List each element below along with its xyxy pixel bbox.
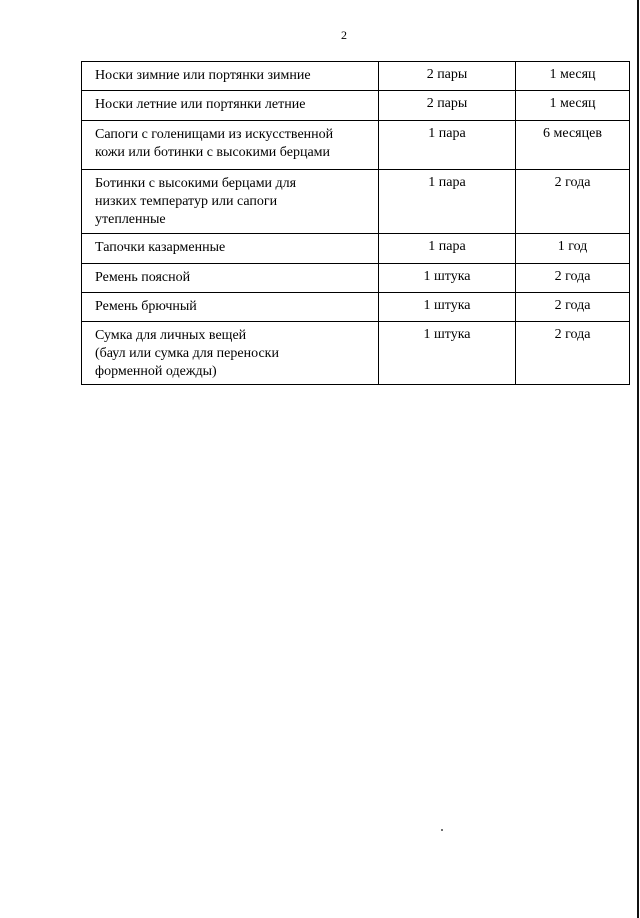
item-name-cell	[82, 264, 379, 293]
item-name: Сапоги с голенищами из искусственной кожи или ботинки с высокими берцами	[95, 127, 334, 160]
item-quantity-cell	[379, 170, 516, 234]
item-quantity: 1 штука	[423, 269, 471, 284]
item-term-cell	[516, 62, 630, 91]
page-edge-line	[637, 0, 639, 918]
item-name: Носки зимние или портянки зимние	[95, 68, 311, 83]
table-row	[82, 234, 630, 264]
item-term: 2 года	[554, 327, 591, 342]
item-quantity: 1 штука	[423, 327, 471, 342]
item-quantity-cell	[379, 322, 516, 385]
item-name-cell	[82, 91, 379, 121]
item-quantity-cell	[379, 121, 516, 170]
table-row	[82, 91, 630, 121]
item-quantity: 1 пара	[428, 126, 466, 141]
item-quantity: 1 штука	[423, 298, 471, 313]
item-term-cell	[516, 322, 630, 385]
item-term: 2 года	[554, 269, 591, 284]
item-term: 1 месяц	[549, 67, 596, 82]
table-row	[82, 62, 630, 91]
item-name-cell	[82, 121, 379, 170]
table-row	[82, 170, 630, 234]
item-name: Ремень брючный	[95, 299, 197, 314]
item-term-cell	[516, 91, 630, 121]
item-name-cell	[82, 62, 379, 91]
item-term: 2 года	[554, 298, 591, 313]
item-term-cell	[516, 264, 630, 293]
table-row	[82, 121, 630, 170]
item-name-cell	[82, 170, 379, 234]
clothing-norms-table	[81, 61, 630, 385]
page-number: 2	[341, 28, 347, 42]
item-quantity: 2 пары	[426, 67, 468, 82]
item-term: 2 года	[554, 175, 591, 190]
item-quantity-cell	[379, 234, 516, 264]
table-row	[82, 293, 630, 322]
item-term: 1 месяц	[549, 96, 596, 111]
item-term-cell	[516, 293, 630, 322]
item-name: Сумка для личных вещей (баул или сумка для переноски форменной одежды)	[95, 328, 279, 379]
item-name-cell	[82, 293, 379, 322]
item-name: Тапочки казарменные	[95, 240, 226, 255]
item-quantity-cell	[379, 91, 516, 121]
item-term-cell	[516, 234, 630, 264]
item-name-cell	[82, 234, 379, 264]
item-name: Ботинки с высокими берцами для низких температур или сапоги утепленные	[95, 176, 297, 227]
item-quantity: 1 пара	[428, 175, 466, 190]
table-row	[82, 264, 630, 293]
item-quantity: 2 пары	[426, 96, 468, 111]
item-name-cell	[82, 322, 379, 385]
item-term: 1 год	[557, 239, 588, 254]
item-quantity: 1 пара	[428, 239, 466, 254]
scan-speck	[441, 829, 443, 831]
item-name: Носки летние или портянки летние	[95, 97, 306, 112]
item-name: Ремень поясной	[95, 270, 191, 285]
item-term-cell	[516, 121, 630, 170]
item-quantity-cell	[379, 293, 516, 322]
table-row	[82, 322, 630, 385]
item-term-cell	[516, 170, 630, 234]
item-quantity-cell	[379, 264, 516, 293]
item-term: 6 месяцев	[543, 126, 602, 141]
item-quantity-cell	[379, 62, 516, 91]
